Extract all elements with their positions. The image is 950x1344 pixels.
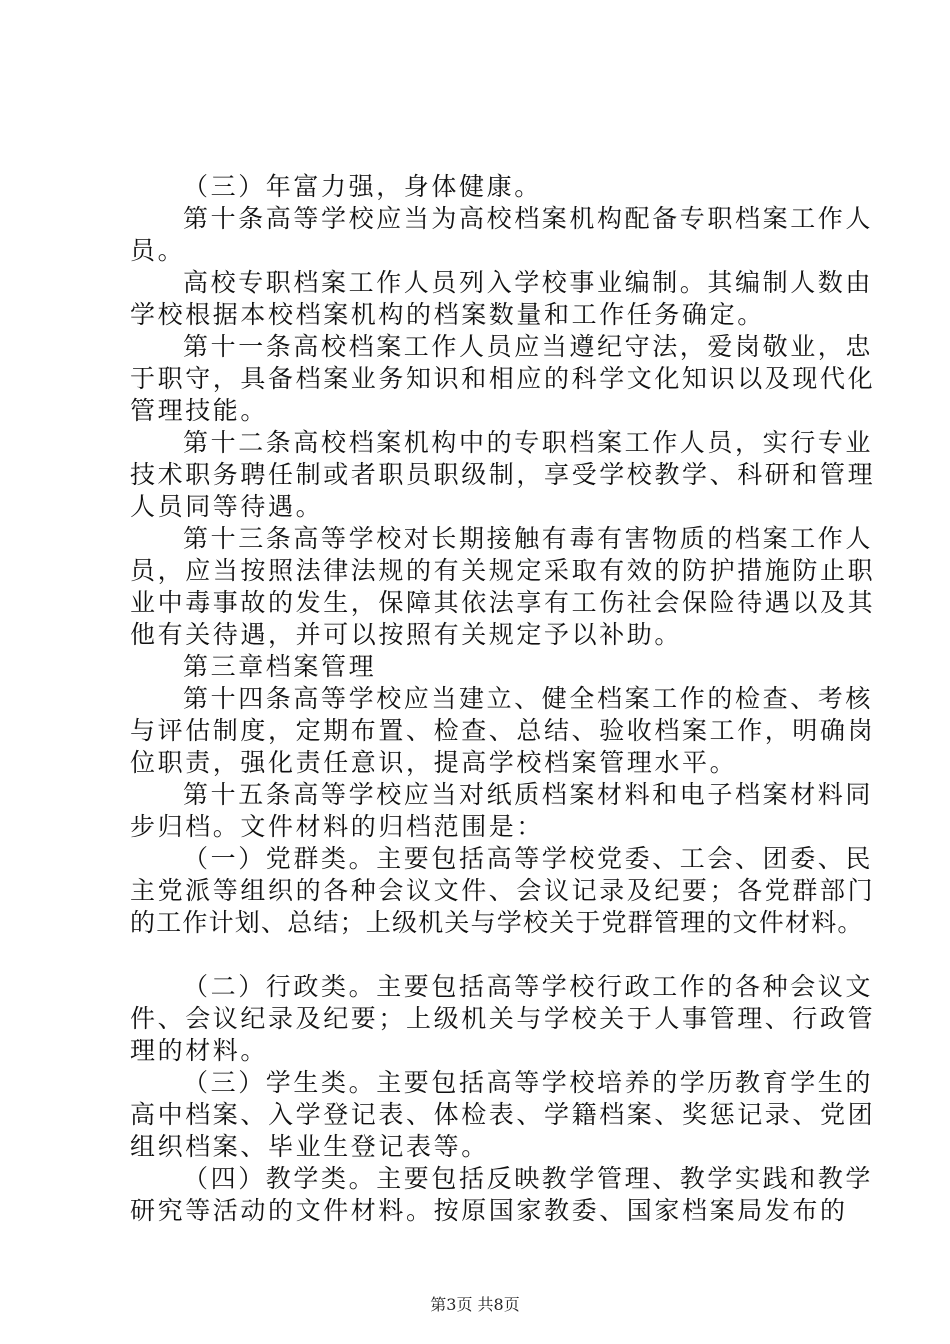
text-line: 与评估制度，定期布置、检查、总结、验收档案工作，明确岗 <box>130 716 876 745</box>
text-line: 研究等活动的文件材料。按原国家教委、国家档案局发布的 <box>130 1196 848 1225</box>
text-line: 员。 <box>130 236 186 265</box>
text-line: 管理技能。 <box>130 396 269 425</box>
text-line: 高校专职档案工作人员列入学校事业编制。其编制人数由 <box>183 268 874 297</box>
text-line: （三）学生类。主要包括高等学校培养的学历教育学生的 <box>183 1068 874 1097</box>
text-line: 的工作计划、总结；上级机关与学校关于党群管理的文件材料。 <box>130 908 864 937</box>
text-line: 第十一条高校档案工作人员应当遵纪守法，爱岗敬业，忠 <box>183 332 874 361</box>
text-line: 第十四条高等学校应当建立、健全档案工作的检查、考核 <box>183 684 874 713</box>
text-line: （二）行政类。主要包括高等学校行政工作的各种会议文 <box>183 972 874 1001</box>
text-line: 件、会议纪录及纪要；上级机关与学校关于人事管理、行政管 <box>130 1004 876 1033</box>
text-line: 学校根据本校档案机构的档案数量和工作任务确定。 <box>130 300 765 329</box>
chapter-heading: 第三章档案管理 <box>183 652 377 681</box>
text-line: 员，应当按照法律法规的有关规定采取有效的防护措施防止职 <box>130 556 876 585</box>
text-line: 于职守，具备档案业务知识和相应的科学文化知识以及现代化 <box>130 364 876 393</box>
text-line: （三）年富力强，身体健康。 <box>183 172 542 201</box>
text-line: 步归档。文件材料的归档范围是： <box>130 812 545 841</box>
text-line: 位职责，强化责任意识，提高学校档案管理水平。 <box>130 748 738 777</box>
text-line: 第十条高等学校应当为高校档案机构配备专职档案工作人 <box>183 204 874 233</box>
text-line: 业中毒事故的发生，保障其依法享有工伤社会保险待遇以及其 <box>130 588 876 617</box>
text-line: 第十三条高等学校对长期接触有毒有害物质的档案工作人 <box>183 524 874 553</box>
text-line: 第十五条高等学校应当对纸质档案材料和电子档案材料同 <box>183 780 874 809</box>
text-line: 第十二条高校档案机构中的专职档案工作人员，实行专业 <box>183 428 874 457</box>
text-line: 技术职务聘任制或者职员职级制，享受学校教学、科研和管理 <box>130 460 876 489</box>
page-number-footer: 第3页 共8页 <box>430 1295 520 1314</box>
text-line: 高中档案、入学登记表、体检表、学籍档案、奖惩记录、党团 <box>130 1100 876 1129</box>
text-line: （四）教学类。主要包括反映教学管理、教学实践和教学 <box>183 1164 874 1193</box>
text-line: 理的材料。 <box>130 1036 269 1065</box>
text-line: 人员同等待遇。 <box>130 492 324 521</box>
text-line: 组织档案、毕业生登记表等。 <box>130 1132 489 1161</box>
text-line: 主党派等组织的各种会议文件、会议记录及纪要；各党群部门 <box>130 876 876 905</box>
text-line: 他有关待遇，并可以按照有关规定予以补助。 <box>130 620 683 649</box>
text-line: （一）党群类。主要包括高等学校党委、工会、团委、民 <box>183 844 874 873</box>
